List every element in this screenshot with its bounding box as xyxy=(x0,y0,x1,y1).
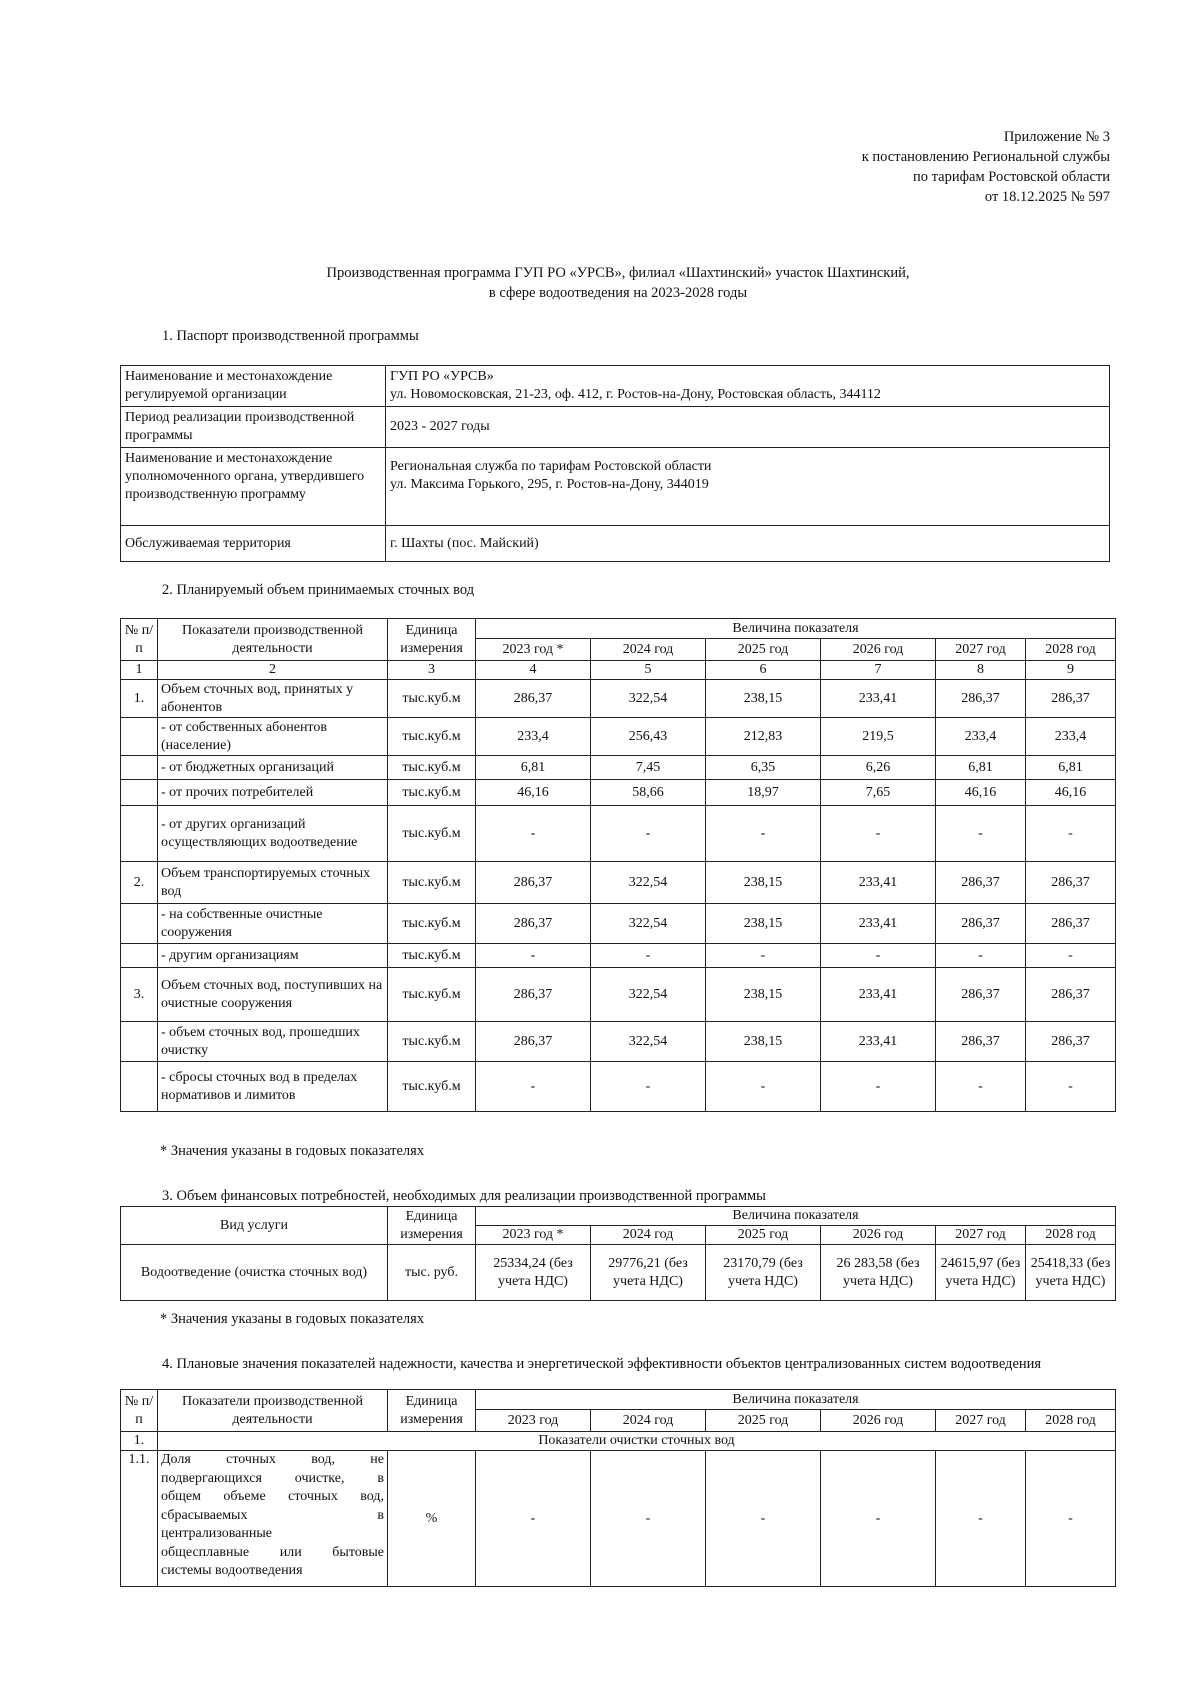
row-value: 322,54 xyxy=(591,1022,706,1062)
row-unit: тыс.куб.м xyxy=(388,756,476,780)
row-value: 238,15 xyxy=(706,904,821,944)
row-value: 286,37 xyxy=(936,1022,1026,1062)
row-value: 212,83 xyxy=(706,718,821,756)
row-value: 7,45 xyxy=(591,756,706,780)
row-value: 238,15 xyxy=(706,968,821,1022)
header-year: 2023 год * xyxy=(476,1226,591,1245)
row-value: - xyxy=(591,944,706,968)
row-value: - xyxy=(821,1062,936,1112)
header-year: 2026 год xyxy=(821,639,936,661)
row-value: 286,37 xyxy=(476,680,591,718)
header-num: № п/п xyxy=(121,1390,158,1432)
row-value: - xyxy=(1026,1062,1116,1112)
header-unit: Единица измерения xyxy=(388,1207,476,1245)
financial-needs-table xyxy=(120,1206,1116,1301)
row-value: - xyxy=(1026,944,1116,968)
row-indicator: - от бюджетных организаций xyxy=(158,756,388,780)
row-num xyxy=(121,904,158,944)
appendix-line: от 18.12.2025 № 597 xyxy=(984,189,1110,205)
appendix-header xyxy=(862,127,1110,207)
appendix-line: к постановлению Региональной службы xyxy=(861,149,1110,165)
header-year: 2025 год xyxy=(706,1410,821,1432)
row-num xyxy=(121,944,158,968)
row-value: 256,43 xyxy=(591,718,706,756)
header-value: Величина показателя xyxy=(476,1207,1116,1226)
row-unit: тыс.куб.м xyxy=(388,944,476,968)
row-value: 29776,21 (без учета НДС) xyxy=(591,1245,706,1301)
group-label: Показатели очистки сточных вод xyxy=(158,1432,1116,1451)
header-year: 2024 год xyxy=(591,639,706,661)
header-year: 2024 год xyxy=(591,1410,706,1432)
row-num: 2. xyxy=(121,862,158,904)
row-value: 6,81 xyxy=(1026,756,1116,780)
row-value: 46,16 xyxy=(1026,780,1116,806)
row-unit: тыс.куб.м xyxy=(388,904,476,944)
section-2-heading: 2. Планируемый объем принимаемых сточных вод xyxy=(162,582,475,598)
row-value: - xyxy=(936,1062,1026,1112)
row-unit: тыс.куб.м xyxy=(388,718,476,756)
passport-row xyxy=(121,366,1110,407)
table-row xyxy=(121,1022,1116,1062)
table-row xyxy=(121,718,1116,756)
header-value: Величина показателя xyxy=(476,619,1116,639)
passport-label: Наименование и местонахождение регулируемой организации xyxy=(121,366,386,407)
row-value: 286,37 xyxy=(1026,968,1116,1022)
row-value: 6,81 xyxy=(476,756,591,780)
row-num xyxy=(121,1062,158,1112)
table-row xyxy=(121,862,1116,904)
table-row xyxy=(121,904,1116,944)
section-3-note: * Значения указаны в годовых показателях xyxy=(160,1311,425,1327)
table-row xyxy=(121,806,1116,862)
section-2-note: * Значения указаны в годовых показателях xyxy=(160,1143,425,1159)
row-num xyxy=(121,756,158,780)
row-value: - xyxy=(476,944,591,968)
row-unit: тыс.куб.м xyxy=(388,680,476,718)
row-value: 233,41 xyxy=(821,968,936,1022)
header-year: 2025 год xyxy=(706,1226,821,1245)
indicator-line: системы водоотведения xyxy=(161,1563,303,1578)
row-value: 23170,79 (без учета НДС) xyxy=(706,1245,821,1301)
row-value: 322,54 xyxy=(591,862,706,904)
row-value: - xyxy=(706,944,821,968)
row-indicator: - на собственные очистные сооружения xyxy=(158,904,388,944)
row-indicator xyxy=(158,1451,388,1587)
passport-value-line: ул. Новомосковская, 21-23, оф. 412, г. Ростов-на-Дону, Ростовская область, 344112 xyxy=(390,387,881,402)
row-unit: тыс.куб.м xyxy=(388,968,476,1022)
title-line: Производственная программа ГУП РО «УРСВ», филиал «Шахтинский» участок Шахтинский, xyxy=(326,265,910,281)
row-value: 286,37 xyxy=(476,1022,591,1062)
row-num xyxy=(121,780,158,806)
header-unit: Единица измерения xyxy=(388,1390,476,1432)
service-name: Водоотведение (очистка сточных вод) xyxy=(121,1245,388,1301)
row-unit: тыс.куб.м xyxy=(388,862,476,904)
row-value: 286,37 xyxy=(476,904,591,944)
header-colnum: 6 xyxy=(706,661,821,680)
row-value: 58,66 xyxy=(591,780,706,806)
passport-value-line: ГУП РО «УРСВ» xyxy=(390,369,494,384)
row-num xyxy=(121,718,158,756)
service-unit: тыс. руб. xyxy=(388,1245,476,1301)
wastewater-volume-table xyxy=(120,618,1116,1112)
header-year: 2028 год xyxy=(1026,639,1116,661)
title-line: в сфере водоотведения на 2023-2028 годы xyxy=(488,285,748,301)
passport-value xyxy=(386,448,1110,526)
header-year: 2027 год xyxy=(936,1226,1026,1245)
table-row xyxy=(121,944,1116,968)
row-value: 233,41 xyxy=(821,1022,936,1062)
indicator-line: общесплавные или бытовые xyxy=(161,1544,384,1560)
row-value: 286,37 xyxy=(1026,904,1116,944)
appendix-line: Приложение № 3 xyxy=(1003,129,1110,145)
passport-label: Период реализации производственной программы xyxy=(121,407,386,448)
row-value: 6,26 xyxy=(821,756,936,780)
row-value: - xyxy=(591,1062,706,1112)
indicator-line: сбрасываемых в xyxy=(161,1507,384,1523)
row-value: - xyxy=(936,944,1026,968)
row-indicator: - сбросы сточных вод в пределах нормативов и лимитов xyxy=(158,1062,388,1112)
row-unit: тыс.куб.м xyxy=(388,1062,476,1112)
row-value: 46,16 xyxy=(936,780,1026,806)
section-1-heading: 1. Паспорт производственной программы xyxy=(162,328,419,344)
row-value: 25418,33 (без учета НДС) xyxy=(1026,1245,1116,1301)
section-3-heading: 3. Объем финансовых потребностей, необходимых для реализации производственной программы xyxy=(162,1188,766,1204)
row-value: 233,4 xyxy=(1026,718,1116,756)
passport-value-line: Региональная служба по тарифам Ростовской области xyxy=(390,459,712,474)
row-value: 238,15 xyxy=(706,862,821,904)
row-value: 7,65 xyxy=(821,780,936,806)
row-value: - xyxy=(821,806,936,862)
row-value: - xyxy=(476,1062,591,1112)
row-value: 6,81 xyxy=(936,756,1026,780)
row-indicator: - от прочих потребителей xyxy=(158,780,388,806)
header-unit: Единица измерения xyxy=(388,619,476,661)
row-indicator: Объем сточных вод, принятых у абонентов xyxy=(158,680,388,718)
table-row xyxy=(121,1062,1116,1112)
row-value: 322,54 xyxy=(591,680,706,718)
row-value: 233,41 xyxy=(821,862,936,904)
passport-value-line: ул. Максима Горького, 295, г. Ростов-на-Дону, 344019 xyxy=(390,477,709,492)
row-value: 233,41 xyxy=(821,904,936,944)
row-value: - xyxy=(591,806,706,862)
row-num: 1.1. xyxy=(121,1451,158,1587)
reliability-indicators-table xyxy=(120,1389,1116,1587)
passport-label: Обслуживаемая территория xyxy=(121,526,386,562)
row-unit: тыс.куб.м xyxy=(388,1022,476,1062)
indicator-line: централизованные xyxy=(161,1526,272,1541)
row-value: 24615,97 (без учета НДС) xyxy=(936,1245,1026,1301)
row-indicator: - другим организациям xyxy=(158,944,388,968)
header-colnum: 7 xyxy=(821,661,936,680)
row-value: 238,15 xyxy=(706,1022,821,1062)
passport-value: 2023 - 2027 годы xyxy=(386,407,1110,448)
header-year: 2027 год xyxy=(936,1410,1026,1432)
header-colnum: 3 xyxy=(388,661,476,680)
row-indicator: - объем сточных вод, прошедших очистку xyxy=(158,1022,388,1062)
group-num: 1. xyxy=(121,1432,158,1451)
row-value: 26 283,58 (без учета НДС) xyxy=(821,1245,936,1301)
row-value: 286,37 xyxy=(936,968,1026,1022)
row-value: 6,35 xyxy=(706,756,821,780)
row-value: - xyxy=(706,806,821,862)
passport-table xyxy=(120,365,1110,562)
header-indicator: Показатели производственной деятельности xyxy=(158,1390,388,1432)
row-value: 233,41 xyxy=(821,680,936,718)
row-unit: % xyxy=(388,1451,476,1587)
row-value: - xyxy=(591,1451,706,1587)
row-value: - xyxy=(821,1451,936,1587)
row-value: - xyxy=(476,1451,591,1587)
indicator-line: Доля сточных вод, не xyxy=(161,1452,384,1467)
document-title xyxy=(120,263,1116,303)
row-value: 233,4 xyxy=(936,718,1026,756)
indicator-line: подвергающихся очистке, в xyxy=(161,1470,384,1486)
header-year: 2027 год xyxy=(936,639,1026,661)
row-num: 1. xyxy=(121,680,158,718)
row-value: 322,54 xyxy=(591,904,706,944)
row-num: 3. xyxy=(121,968,158,1022)
header-colnum: 2 xyxy=(158,661,388,680)
header-year: 2028 год xyxy=(1026,1226,1116,1245)
row-value: 25334,24 (без учета НДС) xyxy=(476,1245,591,1301)
row-value: 219,5 xyxy=(821,718,936,756)
row-value: 18,97 xyxy=(706,780,821,806)
row-indicator: Объем транспортируемых сточных вод xyxy=(158,862,388,904)
row-value: 286,37 xyxy=(476,968,591,1022)
header-num: № п/п xyxy=(121,619,158,661)
row-value: - xyxy=(476,806,591,862)
row-value: - xyxy=(706,1451,821,1587)
row-indicator: - от собственных абонентов (население) xyxy=(158,718,388,756)
row-value: 286,37 xyxy=(1026,862,1116,904)
table-row xyxy=(121,756,1116,780)
row-value: 238,15 xyxy=(706,680,821,718)
header-year: 2024 год xyxy=(591,1226,706,1245)
row-indicator: Объем сточных вод, поступивших на очистные сооружения xyxy=(158,968,388,1022)
passport-value xyxy=(386,366,1110,407)
appendix-line: по тарифам Ростовской области xyxy=(913,169,1110,185)
row-unit: тыс.куб.м xyxy=(388,806,476,862)
row-unit: тыс.куб.м xyxy=(388,780,476,806)
row-value: 286,37 xyxy=(936,904,1026,944)
header-year: 2026 год xyxy=(821,1410,936,1432)
table-row xyxy=(121,680,1116,718)
indicator-line: общем объеме сточных вод, xyxy=(161,1489,384,1504)
row-value: 46,16 xyxy=(476,780,591,806)
header-service: Вид услуги xyxy=(121,1207,388,1245)
header-colnum: 8 xyxy=(936,661,1026,680)
header-colnum: 4 xyxy=(476,661,591,680)
passport-row xyxy=(121,526,1110,562)
header-colnum: 5 xyxy=(591,661,706,680)
header-year: 2026 год xyxy=(821,1226,936,1245)
row-num xyxy=(121,806,158,862)
passport-row xyxy=(121,448,1110,526)
header-year: 2025 год xyxy=(706,639,821,661)
row-value: - xyxy=(1026,1451,1116,1587)
row-indicator: - от других организаций осуществляющих водоотведение xyxy=(158,806,388,862)
row-num xyxy=(121,1022,158,1062)
passport-row xyxy=(121,407,1110,448)
row-value: 286,37 xyxy=(936,680,1026,718)
header-year: 2023 год xyxy=(476,1410,591,1432)
row-value: - xyxy=(936,1451,1026,1587)
passport-value: г. Шахты (пос. Майский) xyxy=(386,526,1110,562)
header-colnum: 1 xyxy=(121,661,158,680)
header-year: 2023 год * xyxy=(476,639,591,661)
row-value: - xyxy=(821,944,936,968)
table-row xyxy=(121,968,1116,1022)
row-value: - xyxy=(936,806,1026,862)
header-year: 2028 год xyxy=(1026,1410,1116,1432)
row-value: 233,4 xyxy=(476,718,591,756)
header-colnum: 9 xyxy=(1026,661,1116,680)
row-value: 322,54 xyxy=(591,968,706,1022)
header-indicator: Показатели производственной деятельности xyxy=(158,619,388,661)
section-4-heading: 4. Плановые значения показателей надежности, качества и энергетической эффективности объектов централизованных систем водоотведения xyxy=(162,1356,1042,1372)
row-value: 286,37 xyxy=(936,862,1026,904)
table-row xyxy=(121,780,1116,806)
row-value: 286,37 xyxy=(476,862,591,904)
header-value: Величина показателя xyxy=(476,1390,1116,1410)
row-value: 286,37 xyxy=(1026,1022,1116,1062)
row-value: 286,37 xyxy=(1026,680,1116,718)
row-value: - xyxy=(1026,806,1116,862)
row-value: - xyxy=(706,1062,821,1112)
passport-label: Наименование и местонахождение уполномоченного органа, утвердившего производственную программу xyxy=(121,448,386,526)
